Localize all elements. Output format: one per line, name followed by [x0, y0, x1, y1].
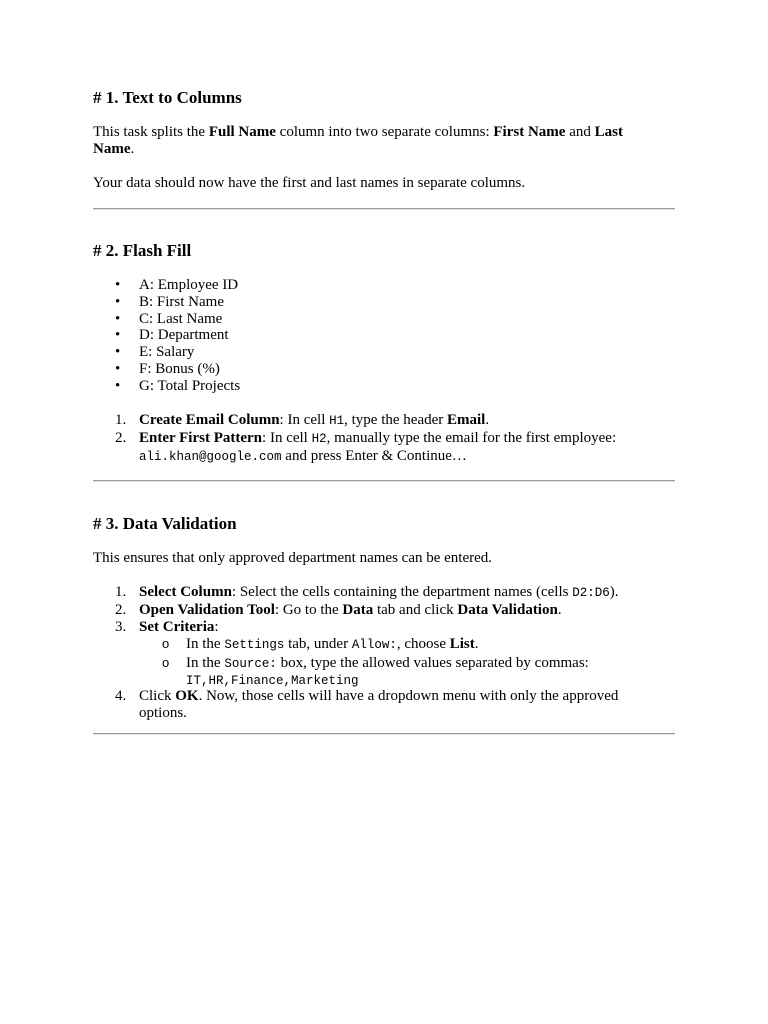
divider	[93, 480, 675, 482]
bullet-icon: •	[115, 310, 121, 327]
section-1-heading: # 1. Text to Columns	[93, 88, 242, 107]
step-item: 1. Create Email Column: In cell H1, type the header Email.	[115, 412, 490, 428]
data-validation-steps	[93, 584, 675, 722]
step-item: 3. Set Criteria: o In the Settings tab, under Allow:, choose List. o In the Source: box, type the allowed values separated by commas: IT,HR,Finance,Marketing	[93, 619, 675, 688]
bullet-icon: •	[115, 327, 121, 344]
circle-bullet-icon: o	[162, 636, 170, 651]
bullet-icon: •	[115, 377, 121, 394]
flash-fill-steps	[93, 412, 675, 466]
section-1-intro: This task splits the Full Name column into two separate columns: First Name and Last Name.	[93, 124, 623, 157]
list-item: • E: Salary	[115, 344, 195, 361]
step-item: 4. Click OK. Now, those cells will have a dropdown menu with only the approved options.	[115, 688, 619, 721]
list-item: • F: Bonus (%)	[115, 360, 220, 377]
step-number: 1.	[115, 412, 127, 428]
step-number: 2.	[115, 602, 127, 618]
list-item: • B: First Name	[115, 293, 224, 310]
list-item: • G: Total Projects	[115, 377, 241, 394]
section-3-heading: # 3. Data Validation	[93, 514, 237, 533]
bullet-icon: •	[115, 277, 121, 293]
step-number: 2.	[115, 430, 127, 446]
step-item: 2. Enter First Pattern: In cell H2, manually type the email for the first employee: ali.khan@google.com and press Enter & Continue…	[115, 430, 617, 464]
sub-list	[93, 636, 675, 688]
step-item: 2. Open Validation Tool: Go to the Data tab and click Data Validation.	[115, 602, 562, 618]
step-number: 3.	[115, 619, 127, 635]
column-list	[93, 277, 675, 395]
section-2-heading: # 2. Flash Fill	[93, 241, 192, 260]
step-item: 1. Select Column: Select the cells containing the department names (cells D2:D6).	[115, 584, 619, 600]
sub-list-item: o In the Settings tab, under Allow:, choose List.	[162, 636, 479, 652]
section-3-intro: This ensures that only approved department names can be entered.	[93, 550, 493, 566]
sub-list-item: o In the Source: box, type the allowed values separated by commas: IT,HR,Finance,Marketing	[162, 655, 589, 688]
list-item: • C: Last Name	[115, 310, 223, 327]
step-number: 4.	[115, 688, 127, 704]
bullet-icon: •	[115, 293, 121, 310]
bullet-icon: •	[115, 360, 121, 377]
circle-bullet-icon: o	[162, 655, 170, 670]
list-item: • D: Department	[115, 327, 229, 344]
section-1-result: Your data should now have the first and last names in separate columns.	[93, 175, 526, 191]
divider	[93, 733, 675, 735]
bullet-icon: •	[115, 344, 121, 361]
step-number: 1.	[115, 584, 127, 600]
divider	[93, 208, 675, 210]
list-item: • A: Employee ID	[115, 277, 239, 293]
